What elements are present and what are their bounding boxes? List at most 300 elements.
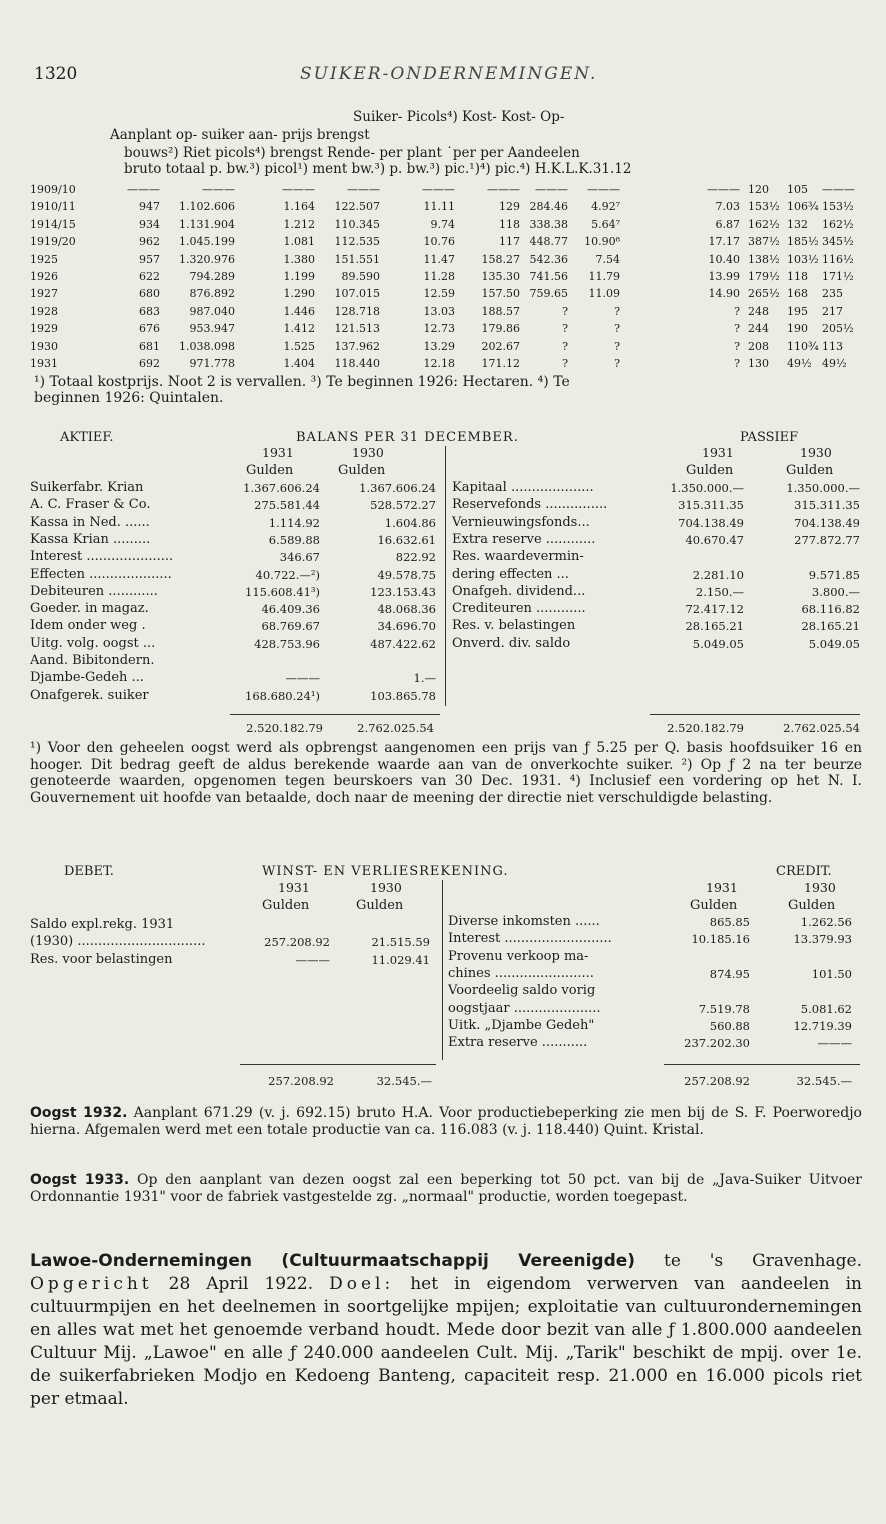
pl-left-total1: 257.208.92 <box>268 1074 334 1088</box>
aktief-item-value-v1: 168.680.24¹) <box>245 688 320 703</box>
debet-item-label: (1930) ............................... <box>30 934 206 950</box>
table-cell-year: 1926 <box>30 270 58 283</box>
aktief-item-label: Interest ..................... <box>30 549 174 565</box>
table-cell-c4: 110.345 <box>334 217 380 231</box>
passief-item-label: Kapitaal .................... <box>452 480 594 495</box>
table-row <box>0 270 886 289</box>
balance-divider <box>445 446 446 706</box>
table-cell-c1: 947 <box>139 200 160 214</box>
aktief-item-value-v2: 16.632.61 <box>377 532 436 547</box>
table-footnote-1: ¹) Totaal kostprijs. Noot 2 is vervallen. ³) Te beginnen 1926: Hectaren. ⁴) Te <box>34 374 570 390</box>
credit-item-value-v1: 874.95 <box>709 966 750 981</box>
passief-item-value-v2: 68.116.82 <box>801 602 860 617</box>
aktief-item-value-v2: 1.604.86 <box>384 515 436 530</box>
debet-heading: DEBET. <box>64 864 114 879</box>
table-cell-c4: 151.551 <box>334 252 380 266</box>
table-cell-c2: 1.045.199 <box>179 235 235 249</box>
credit-item-value-v1: 7.519.78 <box>698 1001 750 1016</box>
aktief-item-label: Idem onder weg . <box>30 618 146 634</box>
passief-item-label: Reservefonds ............... <box>452 497 608 513</box>
aktief-item-value-v2: 1.367.606.24 <box>359 481 436 495</box>
table-cell-c8: 5.64⁷ <box>591 217 620 231</box>
table-cell-c7: 542.36 <box>529 252 568 266</box>
pl-left-y2: 1930 <box>370 880 402 895</box>
passief-item-value-v1: 704.138.49 <box>678 515 744 530</box>
table-cell-a: 208 <box>748 339 769 353</box>
aktief-item-value-v1: 68.769.67 <box>261 619 320 634</box>
aktief-item-label: A. C. Fraser & Co. <box>30 497 151 513</box>
table-head-1: Suiker- Picols⁴) Kost- Kost- Op- <box>353 109 565 125</box>
table-cell-c6: 202.67 <box>481 339 520 353</box>
aktief-item-value-v2: 528.572.27 <box>370 498 436 513</box>
table-cell-c8: ? <box>614 304 620 318</box>
pl-left-total2: 32.545.— <box>376 1074 432 1088</box>
table-head-2: Aanplant op- suiker aan- prijs brengst <box>110 127 370 143</box>
aktief-item-label: Goeder. in magaz. <box>30 601 149 617</box>
table-cell-a: 130 <box>748 357 769 370</box>
bal-left-cur2: Gulden <box>338 463 386 478</box>
aktief-item-value-v1: 1.367.606.24 <box>243 481 320 495</box>
pl-right-total1: 257.208.92 <box>684 1074 750 1088</box>
table-cell-c2: 1.038.098 <box>179 339 235 353</box>
table-cell-cc: 116½ <box>822 252 854 266</box>
table-cell-c5: 11.28 <box>423 270 455 283</box>
table-cell-c6: 171.12 <box>481 357 520 370</box>
table-cell-c5: 9.74 <box>430 217 455 231</box>
table-cell-c5: 13.29 <box>423 339 455 353</box>
passief-item-value-v1: 72.417.12 <box>685 602 744 617</box>
table-cell-c1: 957 <box>139 252 160 266</box>
aktief-item-value-v1: 275.581.44 <box>254 498 320 513</box>
table-cell-c5: 11.47 <box>423 252 455 266</box>
bal-left-y1: 1931 <box>262 445 294 460</box>
passief-item-value-v2: 9.571.85 <box>808 567 860 582</box>
table-cell-a: 179½ <box>748 270 780 283</box>
table-cell-c3: 1.412 <box>283 322 315 336</box>
table-cell-c6: 179.86 <box>481 322 520 336</box>
table-cell-c5: 12.73 <box>423 322 455 336</box>
table-cell-cc: 217 <box>822 304 843 318</box>
pl-right-rule <box>664 1064 860 1065</box>
table-cell-c2: 953.947 <box>189 322 235 336</box>
table-cell-cc: ——— <box>822 183 855 196</box>
passief-item-value-v2: 1.350.000.— <box>786 481 860 495</box>
aktief-item-value-v2: 34.696.70 <box>377 619 436 634</box>
table-cell-c1: 680 <box>139 287 160 301</box>
credit-item-label: oogstjaar ..................... <box>448 1000 601 1016</box>
aktief-item-value-v1: 40.722.—²) <box>255 567 320 582</box>
table-cell-year: 1927 <box>30 287 58 301</box>
credit-item-value-v1: 865.85 <box>709 915 750 929</box>
table-cell-c5: 12.59 <box>423 287 455 301</box>
table-row <box>0 183 886 202</box>
table-cell-c4: ——— <box>347 183 380 196</box>
table-cell-c6: 157.50 <box>481 287 520 301</box>
table-cell-b: 106¾ <box>787 200 819 214</box>
bal-left-y2: 1930 <box>352 445 384 460</box>
table-cell-a: 153½ <box>748 200 780 214</box>
table-cell-c1: 692 <box>139 357 160 370</box>
table-row <box>0 287 886 306</box>
table-cell-c4: 112.535 <box>334 235 380 249</box>
pl-title: WINST- EN VERLIESREKENING. <box>262 864 509 879</box>
aktief-item-value-v1: 6.589.88 <box>268 532 320 547</box>
aktief-item-value-v1: 46.409.36 <box>261 602 320 617</box>
table-cell-c7: 338.38 <box>529 217 568 231</box>
table-cell-cc: 345½ <box>822 235 854 249</box>
table-cell-b: 185½ <box>787 235 819 249</box>
running-title: SUIKER-ONDERNEMINGEN. <box>300 64 598 84</box>
table-row <box>0 235 886 254</box>
table-cell-c1: 683 <box>139 304 160 318</box>
table-cell-c2: 876.892 <box>189 287 235 301</box>
table-cell-b: 105 <box>787 183 808 196</box>
pl-left-cur1: Gulden <box>262 898 310 913</box>
aktief-item-value-v2: 1.— <box>413 671 436 686</box>
pl-left-rule <box>240 1064 436 1065</box>
table-cell-year: 1919/20 <box>30 235 76 249</box>
oogst-1932-text: Aanplant 671.29 (v. j. 692.15) bruto H.A. Voor productiebeperking zie men bij de S. F. Poerworedjo hierna. Afgemalen werd met een totale productie van ca. 116.083 (v. j. 118.440) Quint. Kristal. <box>30 1105 862 1138</box>
table-cell-year: 1910/11 <box>30 200 76 214</box>
table-cell-a: 387½ <box>748 235 780 249</box>
table-cell-cc: 49½ <box>822 357 847 370</box>
aktief-item-value-v1: ——— <box>285 671 320 686</box>
table-cell-year: 1931 <box>30 357 58 370</box>
table-cell-c9: ? <box>734 357 740 370</box>
table-cell-c9: 13.99 <box>708 270 740 283</box>
table-cell-c3: 1.199 <box>283 270 315 283</box>
table-cell-c6: 118 <box>499 217 520 231</box>
aktief-item-label: Uitg. volg. oogst ... <box>30 635 156 651</box>
table-cell-c6: 158.27 <box>481 252 520 266</box>
passief-heading: PASSIEF <box>740 430 799 445</box>
credit-item-label: Extra reserve ........... <box>448 1035 588 1051</box>
table-cell-a: 138½ <box>748 252 780 266</box>
aktief-item-value-v2: 487.422.62 <box>370 636 436 651</box>
table-cell-c5: 13.03 <box>423 304 455 318</box>
pl-right-y1: 1931 <box>706 880 738 895</box>
table-row <box>0 200 886 219</box>
table-cell-cc: 113 <box>822 339 843 353</box>
bal-left-total2: 2.762.025.54 <box>357 721 434 735</box>
table-cell-year: 1914/15 <box>30 217 76 231</box>
table-cell-cc: 171½ <box>822 270 854 283</box>
credit-item-label: Voordeelig saldo vorig <box>448 983 596 999</box>
table-cell-c7: ? <box>562 322 568 336</box>
bal-right-rule <box>650 714 860 715</box>
credit-item-label: chines ........................ <box>448 965 594 981</box>
oogst-1933-text: Op den aanplant van dezen oogst zal een beperking tot 50 pct. van bij de „Java-Suiker Uitvoer Ordonnantie 1931" voor de fabriek vastgestelde zg. „normaal" productie, worden toegepast. <box>30 1172 862 1205</box>
passief-item-label: Crediteuren ............ <box>452 601 586 617</box>
debet-item-value-v1: ——— <box>295 952 330 967</box>
table-cell-cc: 162½ <box>822 217 854 231</box>
aktief-item-label: Djambe-Gedeh ... <box>30 670 144 686</box>
table-cell-c2: 971.778 <box>189 357 235 370</box>
table-row <box>0 322 886 341</box>
aktief-item-value-v1: 428.753.96 <box>254 636 320 651</box>
pl-left-cur2: Gulden <box>356 898 404 913</box>
aktief-item-value-v2: 123.153.43 <box>370 584 436 599</box>
table-cell-year: 1929 <box>30 322 58 336</box>
table-cell-a: 162½ <box>748 217 780 231</box>
table-cell-b: 132 <box>787 217 808 231</box>
passief-item-value-v2: 315.311.35 <box>794 498 860 513</box>
table-cell-c8: ——— <box>587 183 620 196</box>
table-cell-c2: ——— <box>202 183 235 196</box>
table-cell-a: 265½ <box>748 287 780 301</box>
table-cell-c6: 135.30 <box>481 270 520 283</box>
credit-heading: CREDIT. <box>776 864 832 879</box>
aktief-item-value-v1: 115.608.41³) <box>245 584 320 599</box>
table-cell-c3: 1.446 <box>283 304 315 318</box>
credit-item-label: Uitk. „Djambe Gedeh" <box>448 1017 595 1033</box>
bal-left-cur1: Gulden <box>246 463 294 478</box>
passief-item-value-v1: 1.350.000.— <box>670 481 744 495</box>
oogst-1932-heading: Oogst 1932. <box>30 1105 128 1121</box>
lawoe-text: het in eigendom verwerven van aandeelen in cultuurmpijen en het deelnemen in soortgelijke mpijen; exploitatie van cultuurondernemingen en alles wat met het genoemde verband houdt. Mede door bezit van alle ƒ 1.800.000 aandeelen Cultuur Mij. „Lawoe" en alle ƒ 240.000 aandeelen Cult. Mij. „Tarik" beschikt de mpij. over 1e. de suikerfabrieken Modjo en Kedoeng Banteng, capaciteit resp. 21.000 en 16.000 picols riet per etmaal. <box>30 1274 862 1409</box>
aktief-item-value-v2: 48.068.36 <box>377 602 436 617</box>
table-cell-c3: 1.525 <box>283 339 315 353</box>
table-cell-c9: 6.87 <box>715 217 740 231</box>
table-cell-c8: 11.09 <box>588 287 620 301</box>
credit-item-value-v2: 12.719.39 <box>793 1018 852 1033</box>
table-cell-c7: 741.56 <box>529 270 568 283</box>
credit-item-label: Interest .......................... <box>448 931 612 947</box>
bal-left-rule <box>230 714 440 715</box>
pl-left-y1: 1931 <box>278 880 310 895</box>
table-cell-c1: 681 <box>139 339 160 353</box>
table-cell-c4: 118.440 <box>334 357 380 370</box>
oogst-1933-paragraph <box>30 1172 862 1205</box>
table-cell-cc: 153½ <box>822 200 854 214</box>
lawoe-opgericht-label: Opgericht <box>30 1274 153 1294</box>
table-cell-c3: 1.212 <box>283 217 315 231</box>
table-cell-c7: 448.77 <box>529 235 568 249</box>
table-cell-b: 190 <box>787 322 808 336</box>
passief-item-label: Onafgeh. dividend... <box>452 583 586 599</box>
table-cell-c3: 1.081 <box>283 235 315 249</box>
table-cell-c9: ? <box>734 322 740 336</box>
pl-right-total2: 32.545.— <box>796 1074 852 1088</box>
table-cell-c1: ——— <box>127 183 160 196</box>
table-cell-c8: ? <box>614 339 620 353</box>
table-cell-c3: ——— <box>282 183 315 196</box>
aktief-item-label: Effecten .................... <box>30 566 172 582</box>
table-cell-c8: ? <box>614 322 620 336</box>
table-cell-c4: 137.962 <box>334 339 380 353</box>
passief-item-value-v1: 40.670.47 <box>685 532 744 547</box>
table-cell-b: 103½ <box>787 252 819 266</box>
lawoe-paragraph <box>30 1250 862 1411</box>
credit-item-value-v2: 5.081.62 <box>800 1001 852 1016</box>
credit-item-value-v2: 101.50 <box>811 966 852 981</box>
table-cell-c8: 7.54 <box>595 252 620 266</box>
table-row <box>0 218 886 237</box>
credit-item-label: Diverse inkomsten ...... <box>448 914 600 929</box>
passief-item-label: Onverd. div. saldo <box>452 635 571 651</box>
table-cell-c9: ——— <box>707 183 740 196</box>
credit-item-label: Provenu verkoop ma- <box>448 948 589 964</box>
aktief-item-value-v2: 103.865.78 <box>370 688 436 703</box>
table-cell-c9: ? <box>734 339 740 353</box>
table-cell-b: 110¾ <box>787 339 819 353</box>
debet-item-value-v2: 21.515.59 <box>371 935 430 950</box>
table-cell-a: 248 <box>748 304 769 318</box>
aktief-heading: AKTIEF. <box>60 430 114 445</box>
table-cell-b: 49½ <box>787 357 812 370</box>
table-cell-c1: 962 <box>139 235 160 249</box>
table-cell-b: 195 <box>787 304 808 318</box>
passief-item-value-v1: 315.311.35 <box>678 498 744 513</box>
table-cell-c2: 1.320.976 <box>179 252 235 266</box>
aktief-item-value-v1: 1.114.92 <box>268 515 320 530</box>
table-cell-a: 244 <box>748 322 769 336</box>
credit-item-value-v1: 10.185.16 <box>691 932 750 947</box>
table-cell-c4: 89.590 <box>341 270 380 283</box>
table-cell-c5: 10.76 <box>423 235 455 249</box>
table-cell-c4: 122.507 <box>334 200 380 214</box>
table-cell-c9: 14.90 <box>708 287 740 301</box>
debet-item-value-v1: 257.208.92 <box>264 935 330 950</box>
table-cell-cc: 235 <box>822 287 843 301</box>
pl-divider <box>442 880 443 1060</box>
table-cell-c1: 934 <box>139 217 160 231</box>
table-cell-c6: 188.57 <box>481 304 520 318</box>
table-cell-c5: 12.18 <box>423 357 455 370</box>
aktief-item-label: Kassa Krian ......... <box>30 531 151 547</box>
passief-item-value-v1: 28.165.21 <box>685 619 744 634</box>
passief-item-label: dering effecten ... <box>452 566 569 582</box>
table-cell-a: 120 <box>748 183 769 196</box>
table-cell-c8: 10.90⁸ <box>584 235 620 249</box>
table-cell-c9: 17.17 <box>708 235 740 249</box>
table-cell-b: 168 <box>787 287 808 301</box>
table-cell-cc: 205½ <box>822 322 854 336</box>
table-cell-c2: 794.289 <box>189 270 235 283</box>
debet-item-value-v2: 11.029.41 <box>371 952 430 967</box>
table-cell-year: 1925 <box>30 252 58 266</box>
aktief-item-label: Aand. Bibitondern. <box>30 653 155 668</box>
table-cell-c3: 1.164 <box>283 200 315 214</box>
table-cell-c4: 128.718 <box>334 304 380 318</box>
table-cell-c9: ? <box>734 304 740 318</box>
table-cell-c2: 1.102.606 <box>179 200 235 214</box>
table-cell-c8: 4.92⁷ <box>591 200 620 214</box>
table-cell-c4: 107.015 <box>334 287 380 301</box>
passief-item-label: Res. waardevermin- <box>452 549 584 565</box>
table-cell-c1: 622 <box>139 270 160 283</box>
lawoe-date: 28 April 1922. <box>152 1274 330 1294</box>
lawoe-heading: Lawoe-Ondernemingen (Cultuurmaatschappij Vereenigde) <box>30 1251 636 1271</box>
table-cell-c6: 129 <box>499 200 520 214</box>
table-cell-c5: ——— <box>422 183 455 196</box>
passief-item-value-v2: 3.800.— <box>811 584 860 599</box>
credit-item-value-v2: ——— <box>817 1036 852 1051</box>
table-cell-c4: 121.513 <box>334 322 380 336</box>
aktief-item-value-v2: 822.92 <box>395 550 436 565</box>
aktief-item-label: Kassa in Ned. ...... <box>30 514 150 530</box>
table-cell-year: 1928 <box>30 304 58 318</box>
bal-right-y2: 1930 <box>800 445 832 460</box>
passief-item-value-v1: 2.150.— <box>695 584 744 599</box>
table-cell-c5: 11.11 <box>423 200 455 214</box>
table-cell-c7: ? <box>562 339 568 353</box>
table-cell-b: 118 <box>787 270 808 283</box>
passief-item-value-v2: 5.049.05 <box>808 636 860 651</box>
passief-item-label: Extra reserve ............ <box>452 531 596 547</box>
table-cell-c2: 987.040 <box>189 304 235 318</box>
table-head-3: bouws²) Riet picols⁴) brengst Rende- per plant ˙per per Aandeelen <box>124 145 580 161</box>
bal-right-cur2: Gulden <box>786 463 834 478</box>
aktief-item-label: Debiteuren ............ <box>30 583 158 599</box>
passief-item-label: Res. v. belastingen <box>452 618 576 634</box>
passief-item-label: Vernieuwingsfonds... <box>452 514 590 530</box>
table-cell-c8: 11.79 <box>588 270 620 283</box>
passief-item-value-v1: 2.281.10 <box>692 567 744 582</box>
table-cell-c1: 676 <box>139 322 160 336</box>
table-cell-year: 1909/10 <box>30 183 76 196</box>
bal-right-cur1: Gulden <box>686 463 734 478</box>
aktief-item-value-v1: 346.67 <box>279 550 320 565</box>
credit-item-value-v1: 237.202.30 <box>684 1036 750 1051</box>
pl-right-cur1: Gulden <box>690 898 738 913</box>
bal-right-total2: 2.762.025.54 <box>783 721 860 735</box>
table-row <box>0 253 886 272</box>
aktief-item-label: Onafgerek. suiker <box>30 687 149 703</box>
table-cell-c3: 1.290 <box>283 287 315 301</box>
table-cell-c9: 10.40 <box>708 252 740 266</box>
passief-item-value-v2: 277.872.77 <box>794 532 860 547</box>
credit-item-value-v2: 13.379.93 <box>793 932 852 947</box>
oogst-1933-heading: Oogst 1933. <box>30 1172 130 1188</box>
pl-right-cur2: Gulden <box>788 898 836 913</box>
balance-note: ¹) Voor den geheelen oogst werd als opbrengst aangenomen een prijs van ƒ 5.25 per Q. basis hoofdsuiker 16 en hooger. Dit bedrag geeft de aldus berekende waarde aan van de onverkochte suiker. ²) Op ƒ 2 na ter beurze genoteerde waarden, opgenomen tegen beurskoers van 30 Dec. 1931. ⁴) Inclusief een vordering op het N. I. Gouvernement uit hoofde van betaalde, doch naar de meening der directie niet verschuldigde belasting. <box>30 740 862 806</box>
table-cell-c7: ——— <box>535 183 568 196</box>
lawoe-doel-label: Doel: <box>329 1274 395 1294</box>
table-footnote-2: beginnen 1926: Quintalen. <box>34 390 224 406</box>
aktief-item-value-v2: 49.578.75 <box>377 567 436 582</box>
table-cell-c3: 1.380 <box>283 252 315 266</box>
bal-right-y1: 1931 <box>702 445 734 460</box>
aktief-item-label: Suikerfabr. Krian <box>30 480 144 495</box>
debet-item-label: Saldo expl.rekg. 1931 <box>30 917 175 932</box>
table-row <box>0 305 886 324</box>
table-cell-c7: ? <box>562 357 568 370</box>
bal-right-total1: 2.520.182.79 <box>667 721 744 735</box>
table-cell-c2: 1.131.904 <box>179 217 235 231</box>
table-cell-c6: ——— <box>487 183 520 196</box>
passief-item-value-v2: 704.138.49 <box>794 515 860 530</box>
table-head-4: bruto totaal p. bw.³) picol¹) ment bw.³) p. bw.³) pic.¹)⁴) pic.⁴) H.K.L.K.31.12 <box>124 161 632 177</box>
table-cell-c8: ? <box>614 357 620 370</box>
table-cell-c7: 759.65 <box>529 287 568 301</box>
table-cell-c6: 117 <box>499 235 520 249</box>
table-row <box>0 340 886 359</box>
bal-left-total1: 2.520.182.79 <box>246 721 323 735</box>
passief-item-value-v2: 28.165.21 <box>801 619 860 634</box>
table-cell-year: 1930 <box>30 339 58 353</box>
table-cell-c9: 7.03 <box>715 200 740 214</box>
page-number: 1320 <box>34 64 78 84</box>
credit-item-value-v1: 560.88 <box>709 1018 750 1033</box>
table-cell-c3: 1.404 <box>283 357 315 370</box>
table-cell-c7: 284.46 <box>529 200 568 214</box>
debet-item-label: Res. voor belastingen <box>30 951 173 967</box>
credit-item-value-v2: 1.262.56 <box>800 915 852 929</box>
passief-item-value-v1: 5.049.05 <box>692 636 744 651</box>
lawoe-seat: te 's Gravenhage. <box>635 1251 862 1271</box>
oogst-1932-paragraph <box>30 1105 862 1138</box>
